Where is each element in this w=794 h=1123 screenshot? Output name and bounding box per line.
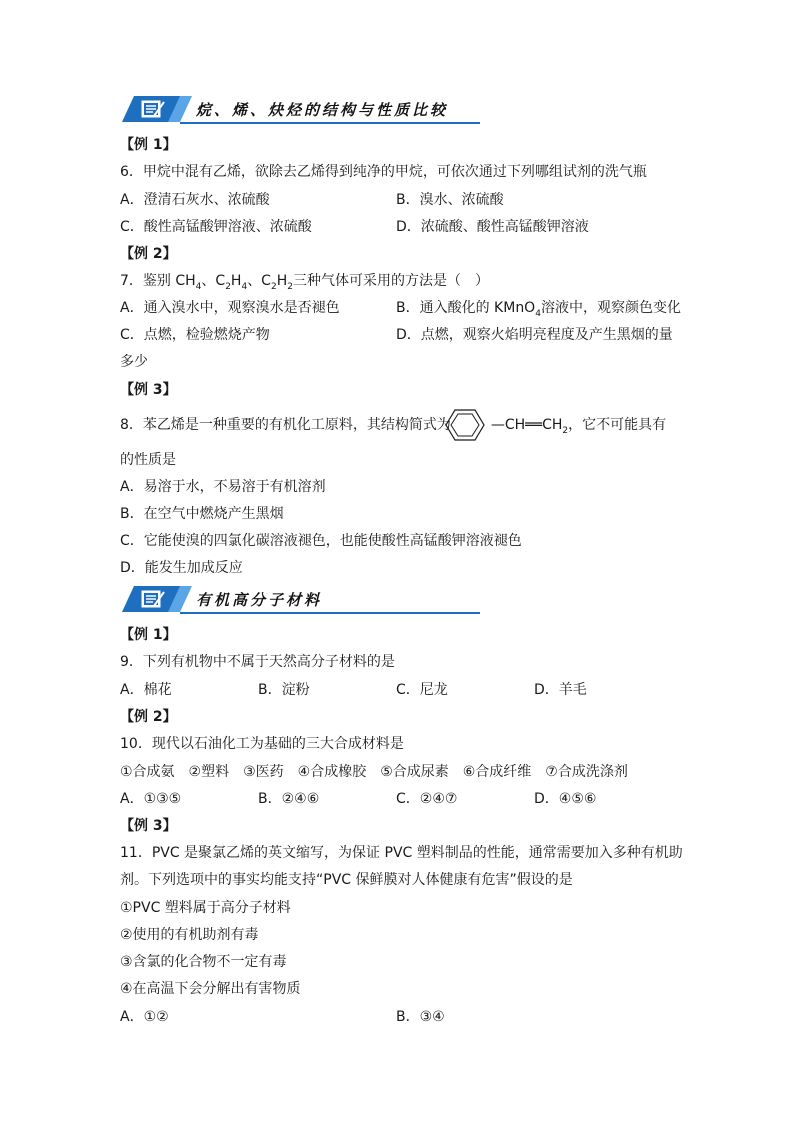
option-b: B．在空气中燃烧产生黑烟 xyxy=(120,506,284,522)
question-10: 10．现代以石油化工为基础的三大合成材料是 xyxy=(120,736,404,752)
option-a: A．棉花 xyxy=(120,682,172,698)
example-label: 【例 3】 xyxy=(120,818,177,834)
option-c: C．②④⑦ xyxy=(396,791,458,807)
question-6: 6．甲烷中混有乙烯，欲除去乙烯得到纯净的甲烷，可依次通过下列哪组试剂的洗气瓶 xyxy=(120,164,647,180)
option-a: A．易溶于水，不易溶于有机溶剂 xyxy=(120,479,326,495)
statement-1: ①PVC 塑料属于高分子材料 xyxy=(120,900,291,916)
question-11-continued: 剂。下列选项中的事实均能支持“PVC 保鲜膜对人体健康有危害”假设的是 xyxy=(120,872,573,888)
option-b: B．通入酸化的 KMnO$_4$溶液中，观察颜色变化 xyxy=(396,300,681,319)
option-a: A．①③⑤ xyxy=(120,791,182,807)
option-d: D．点燃，观察火焰明亮程度及产生黑烟的量 xyxy=(396,327,673,343)
option-b: B．淀粉 xyxy=(258,682,310,698)
question-7: 7．鉴别 $CH_4$、$C_2H_4$、$C_2H_2$三种气体可采用的方法是（ ） xyxy=(120,273,489,292)
option-d: D．浓硫酸、酸性高锰酸钾溶液 xyxy=(396,219,589,235)
option-c: C．它能使溴的四氯化碳溶液褪色，也能使酸性高锰酸钾溶液褪色 xyxy=(120,533,522,549)
statement-4: ④在高温下会分解出有害物质 xyxy=(120,981,301,997)
option-d: D．能发生加成反应 xyxy=(120,560,243,576)
example-label: 【例 3】 xyxy=(120,382,177,398)
question-11: 11．PVC 是聚氯乙烯的英文缩写，为保证 PVC 塑料制品的性能，通常需要加入多种有机助 xyxy=(120,845,683,861)
benzene-ring-icon xyxy=(445,408,485,442)
section-banner-2 xyxy=(120,582,480,616)
question-8-continued: 的性质是 xyxy=(120,452,176,468)
option-c: C．尼龙 xyxy=(396,682,448,698)
example-label: 【例 1】 xyxy=(120,137,177,153)
option-d: D．④⑤⑥ xyxy=(534,791,597,807)
example-label: 【例 2】 xyxy=(120,709,177,725)
section-banner-1 xyxy=(120,92,480,126)
question-8: 8．苯乙烯是一种重要的有机化工原料，其结构简式为 $—CH══CH_2$，它不可能具有 xyxy=(120,417,667,436)
question-9: 9．下列有机物中不属于天然高分子材料的是 xyxy=(120,654,395,670)
option-c: C．点燃，检验燃烧产物 xyxy=(120,327,270,343)
question-10-items: ①合成氨 ②塑料 ③医药 ④合成橡胶 ⑤合成尿素 ⑥合成纤维 ⑦合成洗涤剂 xyxy=(120,764,628,780)
option-a: A．澄清石灰水、浓硫酸 xyxy=(120,192,270,208)
option-a: A．通入溴水中，观察溴水是否褪色 xyxy=(120,300,340,316)
option-b: B．②④⑥ xyxy=(258,791,320,807)
section-title-2: 有机高分子材料 xyxy=(196,591,323,609)
option-b: B．③④ xyxy=(396,1009,445,1025)
option-a: A．①② xyxy=(120,1009,169,1025)
option-b: B．溴水、浓硫酸 xyxy=(396,192,504,208)
section-title-1: 烷、烯、炔烃的结构与性质比较 xyxy=(196,101,449,119)
option-c: C．酸性高锰酸钾溶液、浓硫酸 xyxy=(120,219,312,235)
option-d: D．羊毛 xyxy=(534,682,587,698)
statement-2: ②使用的有机助剂有毒 xyxy=(120,927,259,943)
example-label: 【例 1】 xyxy=(120,627,177,643)
statement-3: ③含氯的化合物不一定有毒 xyxy=(120,954,287,970)
example-label: 【例 2】 xyxy=(120,246,177,262)
option-d-continued: 多少 xyxy=(120,354,148,370)
